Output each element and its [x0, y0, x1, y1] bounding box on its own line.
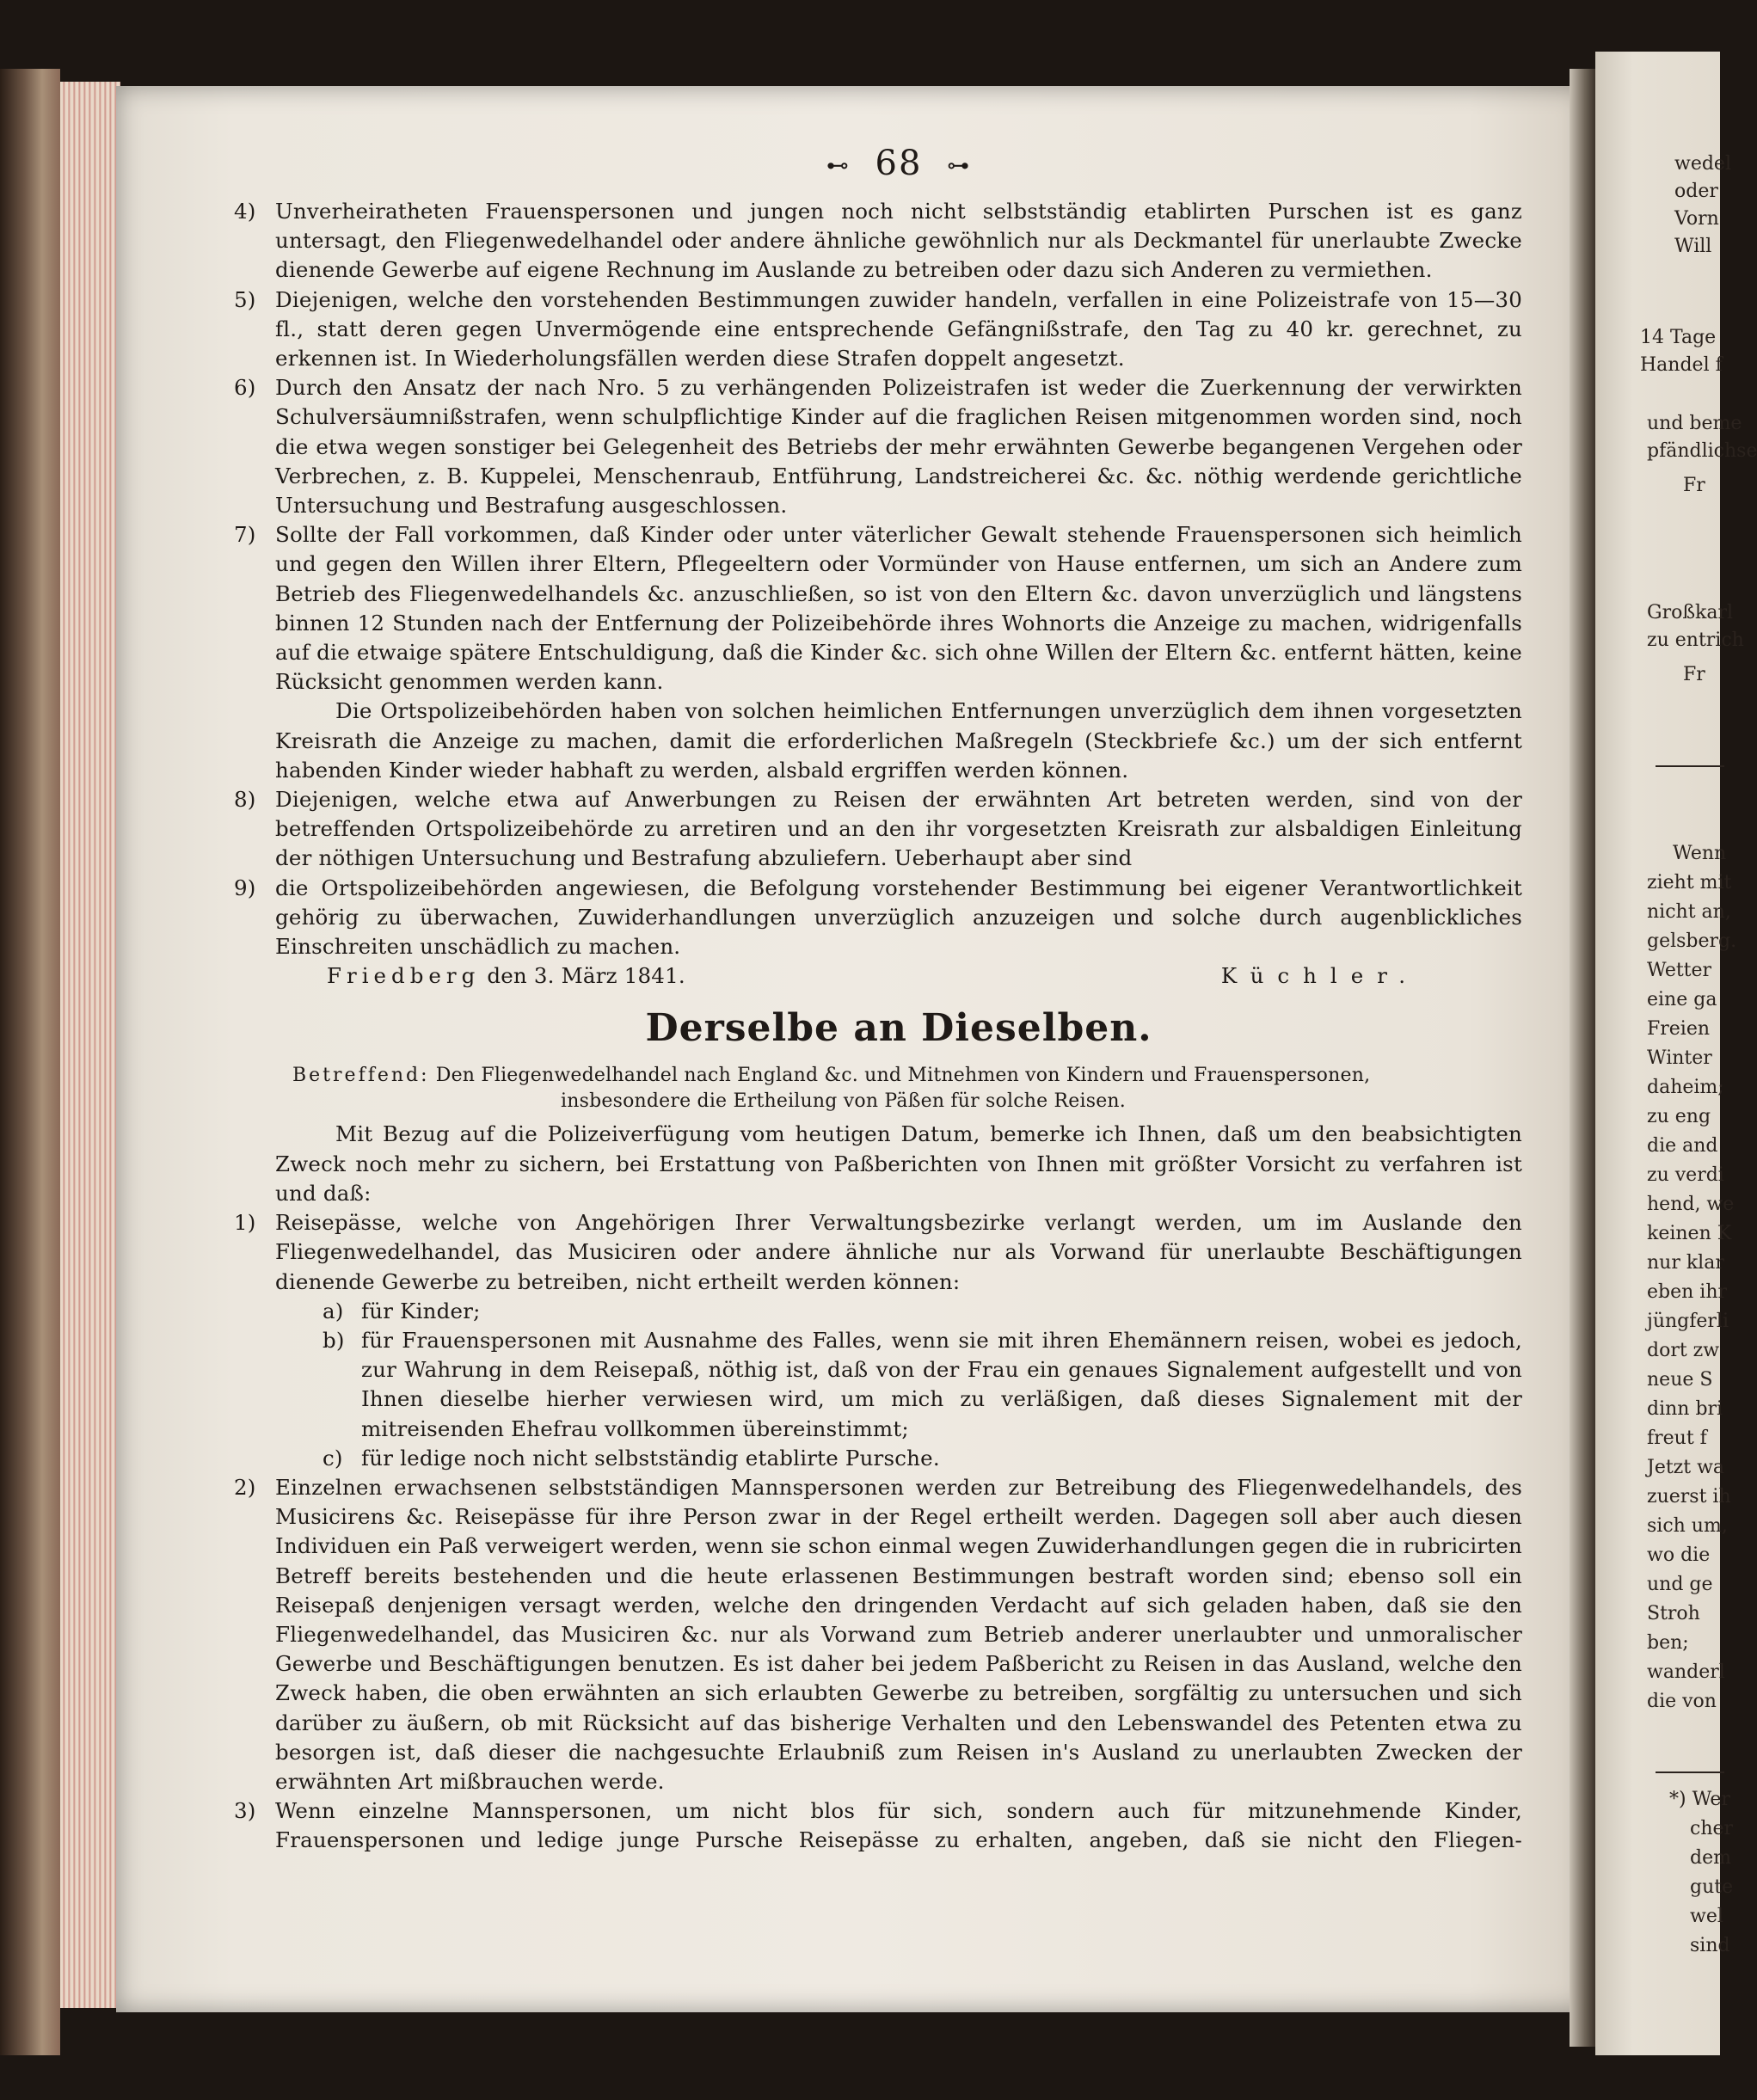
next-page-word: die von [1647, 1691, 1717, 1712]
decree-item-3 [234, 1796, 1522, 1855]
next-page-footnote-rule [1656, 1771, 1724, 1773]
page-number: 68 [875, 144, 923, 183]
item-7-continuation: Die Ortspolizeibehörden haben von solchen heimlichen Entfernungen unverzüglich dem ihnen vorgesetzten Kreisrath die Anzeige zu machen, damit die erforderlichen Maßregeln (Steckbriefe &c.) um der sich entfernt habenden Kinder wieder habhaft zu werden, alsbald ergriffen werden können. [275, 698, 1522, 783]
item-text: Diejenigen, welche den vorstehenden Bestimmungen zuwider handeln, verfallen in eine Polizeistrafe von 15—30 fl., statt deren gegen Unvermögende eine entsprechende Gefängnißstrafe, den Tag zu 40 kr. gerechnet, zu erkennen ist. In Wiederholungsfällen werden diese Strafen doppelt angesetzt. [275, 286, 1522, 371]
next-page-word: Freien [1647, 1018, 1711, 1040]
ornament-right-icon: ⊶ [947, 153, 972, 179]
next-page-word: Wetter [1647, 960, 1712, 981]
next-page-word: zu eng [1647, 1106, 1711, 1127]
subitem-letter: b) [323, 1327, 345, 1353]
item-8 [234, 785, 1522, 874]
next-page-word: Fr [1683, 475, 1705, 496]
subitem-c [275, 1444, 1522, 1473]
next-page-word: ben; [1647, 1632, 1689, 1654]
next-page-word: Jetzt wa [1647, 1457, 1725, 1478]
item-text: Durch den Ansatz der nach Nro. 5 zu verhängenden Polizeistrafen ist weder die Zuerkennung der verwirkten Schulversäumnißstrafen, wenn schulpflichtige Kinder auf die fraglichen Reisen mitgenommen worden sind, noch die etwa wegen sonstiger bei Gelegenheit des Betriebs der mehr erwähnten Gewerbe begangenen Vergehen oder Verbrechen, z. B. Kuppelei, Menschenraub, Entführung, Landstreicherei &c. &c. nöthig werdende gerichtliche Untersuchung und Bestrafung ausgeschlossen. [275, 375, 1522, 519]
item-9 [234, 874, 1522, 962]
item-number: 8) [234, 787, 256, 813]
item-number: 4) [234, 199, 256, 224]
signature-date [327, 961, 685, 991]
item-text: Sollte der Fall vorkommen, daß Kinder oder unter väterlicher Gewalt stehende Frauenspersonen sich heimlich und gegen den Willen ihrer Eltern, Pflegeeltern oder Vormünder von Hause entfernen, um sich an Andere zum Betrieb des Fliegenwedelhandels &c. anzuschließen, so ist von den Eltern &c. davon unverzüglich und längstens binnen 12 Stunden nach der Entfernung der Polizeibehörde ihres Wohnorts die Anzeige zu machen, widrigenfalls auf die etwaige spätere Entschuldigung, daß die Kinder &c. sich ohne Willen der Eltern &c. entfernt hätten, keine Rücksicht genommen werden kann. [275, 522, 1522, 695]
next-page-word: zu entrich [1647, 629, 1744, 651]
decree-item-2 [234, 1473, 1522, 1796]
next-page-word: cher [1690, 1818, 1734, 1839]
next-page-word: 14 Tage [1640, 327, 1717, 348]
next-page-word: Fr [1683, 664, 1705, 685]
item-6 [234, 373, 1522, 520]
item-text: Unverheiratheten Frauenspersonen und jungen noch nicht selbstständig etablirten Purschen ist es ganz untersagt, den Fliegenwedelhandel oder andere ähnliche gewöhnlich nur als Deckmantel für unerlaubte Zwecke dienende Gewerbe auf eigene Rechnung im Auslande zu betreiben oder dazu sich Anderen zu vermiethen. [275, 199, 1522, 283]
next-page-word: Handel f [1640, 354, 1723, 376]
next-page-rule [1656, 765, 1724, 767]
item-number: 5) [234, 286, 256, 312]
book-gutter [1570, 69, 1595, 2047]
item-text: die Ortspolizeibehörden angewiesen, die Befolgung vorstehender Bestimmung bei eigener Verantwortlichkeit gehörig zu überwachen, Zuwiderhandlungen unverzüglich anzuzeigen und solche durch augenblickliches Einschreiten unschädlich zu machen. [275, 875, 1522, 960]
next-page-word: Großkarl [1647, 602, 1734, 623]
next-page-word: zu verdi [1647, 1164, 1724, 1186]
item-text: Einzelnen erwachsenen selbstständigen Mannspersonen werden zur Betreibung des Fliegenwedelhandels, des Musicirens &c. Reisepässe für ihre Person zwar in der Regel ertheilt werden. Dagegen soll aber auch diesen Individuen ein Paß verweigert werden, wenn sie schon einmal wegen Zuwiderhandlungen gegen die in rubricirten Betreff bereits bestehenden und die heute erlassenen Bestimmungen bestraft worden sind; ebenso soll ein Reisepaß denjenigen versagt werden, welche den dringenden Verdacht auf sich geladen haben, daß sie den Fliegenwedelhandel, das Musiciren &c. nur als Vorwand zum Betrieb anderer unerlaubter und unmoralischer Gewerbe und Beschäftigungen benutzen. Es ist daher bei jedem Paßbericht zu Reisen in das Ausland, welche den Zweck haben, die oben erwähnten an sich erlaubten Gewerbe zu betreiben, sorgfältig zu untersuchen und sich darüber zu äußern, ob mit Rücksicht auf das bisherige Verhalten und den Lebenswandel des Petenten etwa zu besorgen ist, daß dieser die nachgesuchte Erlaubniß zum Reisen in's Ausland zu unerlaubten Zwecken der erwähnten Art mißbrauchen werde. [275, 1474, 1522, 1794]
book-spine [0, 69, 60, 2055]
page-edges [60, 82, 120, 2008]
subitem-text: für Kinder; [361, 1298, 481, 1323]
next-page-word: und ge [1647, 1574, 1713, 1595]
next-page-word: wo die [1647, 1544, 1711, 1566]
subitem-letter: c) [323, 1445, 343, 1471]
next-page-word: dort zw [1647, 1340, 1720, 1361]
item-7 [234, 520, 1522, 697]
ornament-left-icon: ⊷ [826, 153, 851, 179]
item-text: Wenn einzelne Mannspersonen, um nicht blos für sich, sondern auch für mitzunehmende Kinder, Frauenspersonen und ledige junge Pursche Reisepässe zu erhalten, angeben, daß sie nicht den Fliegen- [275, 1798, 1522, 1853]
item-text: Diejenigen, welche etwa auf Anwerbungen zu Reisen der erwähnten Art betreten werden, sind von der betreffenden Ortspolizeibehörde zu arretiren und an den ihr vorgesetzten Kreisrath zur alsbaldigen Einleitung der nöthigen Untersuchung und Bestrafung abzuliefern. Ueberhaupt aber sind [275, 787, 1522, 871]
signature-date-text: den 3. März 1841. [487, 963, 685, 989]
subitem-a [275, 1297, 1522, 1326]
subitem-letter: a) [323, 1298, 344, 1323]
next-page-word: Wenn [1673, 843, 1727, 864]
next-page-word: nur klar [1647, 1252, 1724, 1274]
next-page-word: wanderl [1647, 1661, 1725, 1683]
page-text [234, 138, 1522, 1856]
subject-text-line1: Den Fliegenwedelhandel nach England &c. und Mitnehmen von Kindern und Frauenspersonen, [435, 1065, 1371, 1087]
next-page-word: zieht mit [1647, 872, 1732, 893]
page-header [275, 138, 1522, 192]
next-page-word: gelsberg. [1647, 930, 1737, 952]
item-number: 1) [234, 1210, 256, 1236]
next-page-word: Vorn [1674, 208, 1719, 230]
next-page-partial [1595, 52, 1757, 2055]
next-page-word: gute [1690, 1876, 1734, 1898]
next-page-word: Will [1674, 236, 1712, 257]
next-page-word: dinn bri [1647, 1398, 1723, 1420]
next-page-word: jüngferli [1647, 1311, 1729, 1332]
next-page-word: nicht an, [1647, 901, 1731, 923]
subject-text-line2: insbesondere die Ertheilung von Päßen für solche Reisen. [561, 1090, 1126, 1113]
item-number: 7) [234, 522, 256, 548]
next-page-word: wel [1690, 1906, 1723, 1927]
item-number: 9) [234, 875, 256, 900]
subitem-text: für ledige noch nicht selbstständig etablirte Pursche. [361, 1445, 940, 1471]
next-page-word: die and [1647, 1135, 1718, 1157]
next-page-word: keinen K [1647, 1223, 1732, 1244]
next-page-word: wedel [1674, 153, 1731, 175]
next-page-word: neue S [1647, 1369, 1713, 1391]
item-5 [234, 286, 1522, 374]
item-number: 3) [234, 1798, 256, 1824]
next-page-word: eine ga [1647, 989, 1717, 1010]
decree-item-1 [234, 1208, 1522, 1297]
subitem-b [275, 1326, 1522, 1444]
next-page-word: und beme [1647, 413, 1742, 434]
intro-paragraph: Mit Bezug auf die Polizeiverfügung vom heutigen Datum, bemerke ich Ihnen, daß um den beabsichtigten Zweck noch mehr zu sichern, bei Erstattung von Paßberichten von Ihnen mit größter Vorsicht zu verfahren ist und daß: [275, 1121, 1522, 1206]
signature-place: Friedberg [327, 963, 481, 989]
next-page-word: hend, we [1647, 1194, 1735, 1215]
subject-label: Betreffend: [292, 1065, 430, 1087]
item-number: 2) [234, 1474, 256, 1500]
next-page-word: oder [1674, 181, 1718, 202]
item-4 [234, 197, 1522, 286]
signature-line [275, 961, 1522, 991]
section-title: Derselbe an Dieselben. [645, 1006, 1152, 1051]
next-page-word: zuerst ih [1647, 1486, 1731, 1507]
next-page-word: Winter [1647, 1047, 1712, 1069]
signature-name: Küchler. [1220, 963, 1419, 989]
next-page-word: *) Wer [1669, 1789, 1730, 1810]
next-page-word: Stroh [1647, 1603, 1700, 1624]
item-text: Reisepässe, welche von Angehörigen Ihrer Verwaltungsbezirke verlangt werden, um im Auslande den Fliegenwedelhandel, das Musiciren oder andere ähnliche nur als Vorwand für unerlaubte Beschäftigungen dienende Gewerbe zu betreiben, nicht ertheilt werden können: [275, 1210, 1522, 1294]
next-page-word: sich um, [1647, 1515, 1728, 1537]
next-page-word: pfändlichse [1647, 440, 1757, 462]
next-page-word: freut f [1647, 1428, 1707, 1449]
next-page-word: eben ihr [1647, 1281, 1728, 1303]
next-page-word: dem [1690, 1847, 1731, 1869]
next-page-word: sind [1690, 1935, 1730, 1956]
subject-line [275, 1063, 1522, 1114]
next-page-word: daheim; [1647, 1077, 1724, 1098]
item-number: 6) [234, 375, 256, 401]
subitem-text: für Frauenspersonen mit Ausnahme des Falles, wenn sie mit ihren Ehemännern reisen, wobei es jedoch, zur Wahrung in dem Reisepaß, nöthig ist, daß von der Frau ein genaues Signalement aufgestellt und von Ihnen dieselbe hierher verwiesen wird, um mich zu verläßigen, daß dieses Signalement mit der mitreisenden Ehefrau vollkommen übereinstimmt; [361, 1327, 1522, 1441]
